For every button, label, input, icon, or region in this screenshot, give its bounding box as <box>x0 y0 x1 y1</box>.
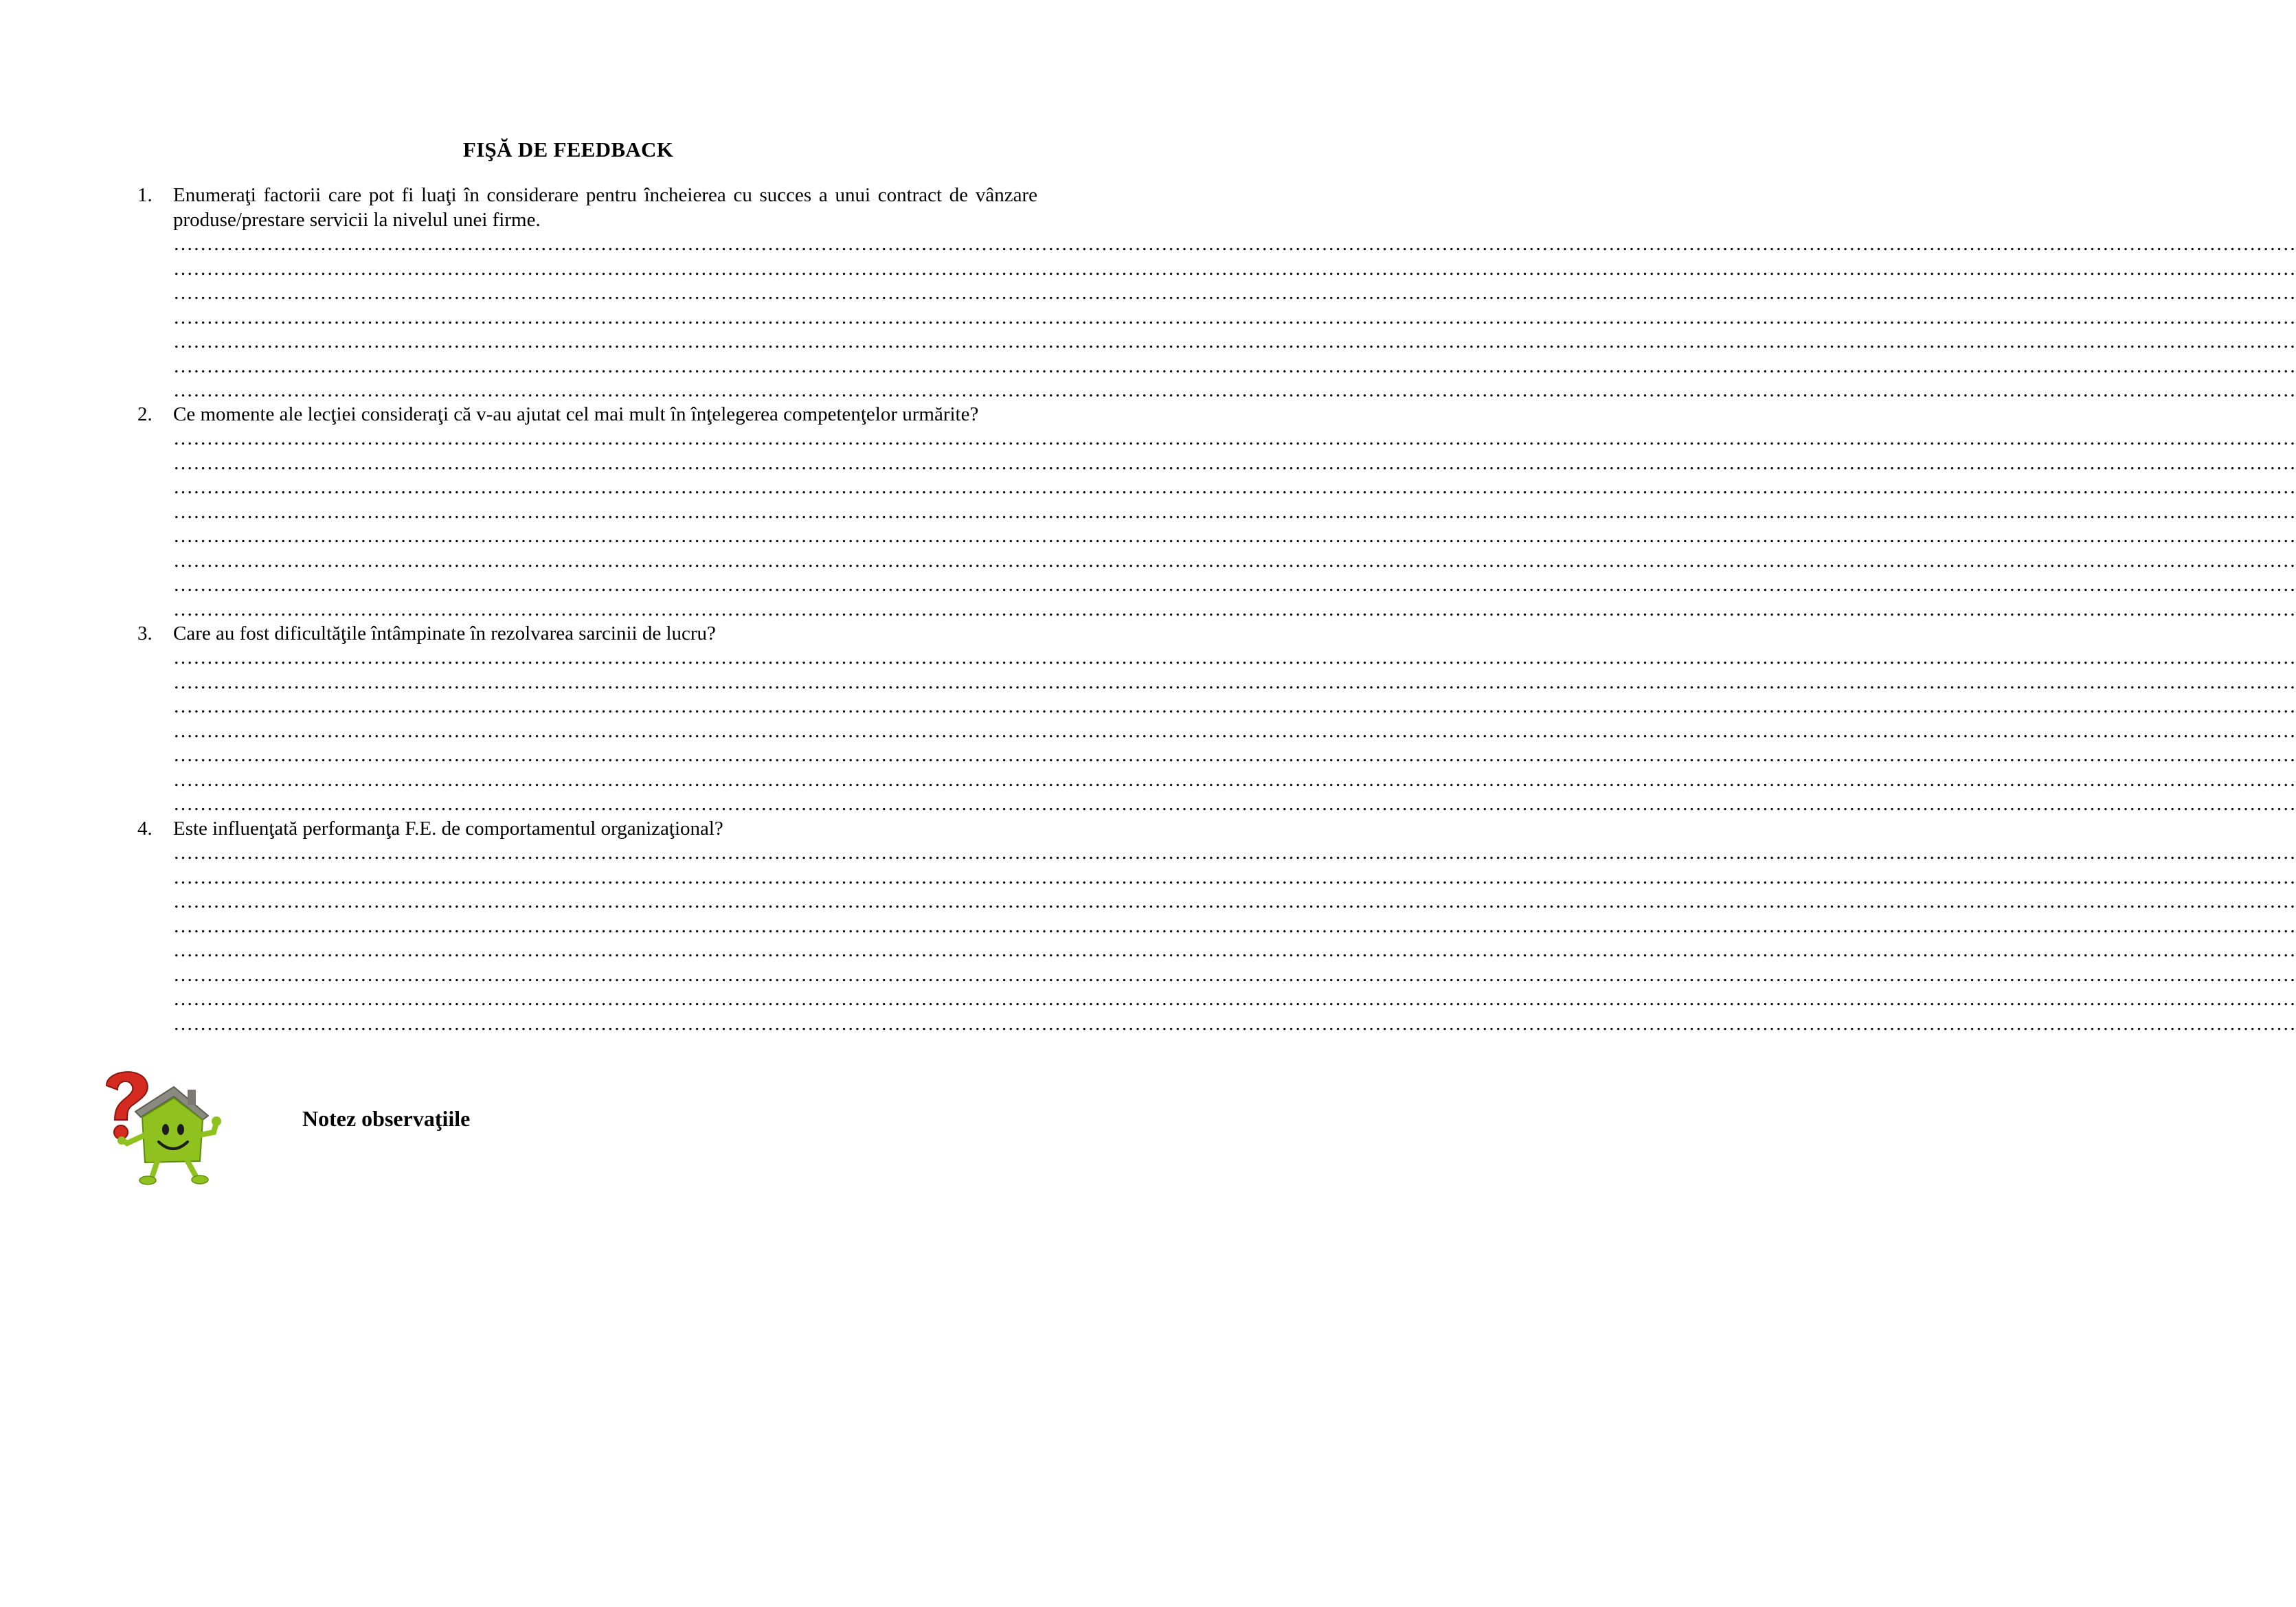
answer-line[interactable]: ………………………………………………………………………………………………………………………………………………………………………………………………………………………………………………………………………………………… <box>173 549 2296 572</box>
answer-line[interactable]: ………………………………………………………………………………………………………………………………………………………………………………………………………………………………………………………………………………………… <box>173 574 2296 596</box>
answer-lines[interactable] <box>173 232 2296 403</box>
question-text: Ce momente ale lecţiei consideraţi că v-au ajutat cel mai mult în înţelegerea competenţelor urmărite? <box>173 403 979 425</box>
answer-line[interactable]: ………………………………………………………………………………………………………………………………………………………………………………………………………………………………………………………………………………………… <box>173 500 2296 523</box>
question-3 <box>137 621 2296 817</box>
footer-label: Notez observaţiile <box>302 1106 471 1131</box>
answer-line[interactable]: ………………………………………………………………………………………………………………………………………………………………………………………………………………………………………………………………………………………… <box>173 768 2296 791</box>
answer-line[interactable]: ………………………………………………………………………………………………………………………………………………………………………………………………………………………………………………………………………………………… <box>173 963 2296 986</box>
question-number: 1. <box>137 184 153 206</box>
page-title: FIŞĂ DE FEEDBACK <box>462 137 674 161</box>
question-2 <box>137 402 2296 622</box>
question-1 <box>137 183 2296 403</box>
answer-line[interactable]: ………………………………………………………………………………………………………………………………………………………………………………………………………………………………………………………………………………………… <box>173 744 2296 766</box>
answer-line[interactable]: ………………………………………………………………………………………………………………………………………………………………………………………………………………………………………………………………………………………… <box>173 282 2296 304</box>
answer-line[interactable]: ………………………………………………………………………………………………………………………………………………………………………………………………………………………………………………………………………………………… <box>173 476 2296 498</box>
answer-line[interactable]: ………………………………………………………………………………………………………………………………………………………………………………………………………………………………………………………………………………………… <box>173 671 2296 693</box>
answer-line[interactable]: ………………………………………………………………………………………………………………………………………………………………………………………………………………………………………………………………………………………… <box>173 719 2296 742</box>
answer-line[interactable]: ………………………………………………………………………………………………………………………………………………………………………………………………………………………………………………………………………………………… <box>173 427 2296 449</box>
answer-line[interactable]: ………………………………………………………………………………………………………………………………………………………………………………………………………………………………………………………………………………………… <box>173 939 2296 961</box>
question-number: 3. <box>137 622 153 644</box>
answer-line[interactable]: ………………………………………………………………………………………………………………………………………………………………………………………………………………………………………………………………………………………… <box>173 525 2296 547</box>
question-4 <box>137 816 2296 1036</box>
answer-line[interactable]: ………………………………………………………………………………………………………………………………………………………………………………………………………………………………………………………………………………………… <box>173 890 2296 912</box>
answer-lines[interactable] <box>173 841 2296 1036</box>
question-text: Enumeraţi factorii care pot fi luaţi în considerare pentru încheierea cu succes a unui contract de vânzare produse/prestare servicii la nivelul unei firme. <box>173 184 1037 231</box>
answer-line[interactable]: ………………………………………………………………………………………………………………………………………………………………………………………………………………………………………………………………………………………… <box>173 1012 2296 1035</box>
answer-line[interactable]: ………………………………………………………………………………………………………………………………………………………………………………………………………………………………………………………………………………………… <box>173 647 2296 668</box>
answer-line[interactable]: ………………………………………………………………………………………………………………………………………………………………………………………………………………………………………………………………………………………… <box>173 379 2296 401</box>
answer-line[interactable]: ………………………………………………………………………………………………………………………………………………………………………………………………………………………………………………………………………………………… <box>173 988 2296 1010</box>
answer-line[interactable]: ………………………………………………………………………………………………………………………………………………………………………………………………………………………………………………………………………………………… <box>173 793 2296 815</box>
answer-line[interactable]: ………………………………………………………………………………………………………………………………………………………………………………………………………………………………………………………………………………………… <box>173 233 2296 255</box>
answer-line[interactable]: ………………………………………………………………………………………………………………………………………………………………………………………………………………………………………………………………………………………… <box>173 355 2296 377</box>
answer-line[interactable]: ………………………………………………………………………………………………………………………………………………………………………………………………………………………………………………………………………………………… <box>173 330 2296 352</box>
answer-lines[interactable] <box>173 646 2296 817</box>
answer-line[interactable]: ………………………………………………………………………………………………………………………………………………………………………………………………………………………………………………………………………………………… <box>173 451 2296 474</box>
question-text: Este influenţată performanţa F.E. de comportamentul organizaţional? <box>173 818 723 840</box>
question-text: Care au fost dificultăţile întâmpinate în rezolvarea sarcinii de lucru? <box>173 622 716 644</box>
answer-line[interactable]: ………………………………………………………………………………………………………………………………………………………………………………………………………………………………………………………………………………………… <box>173 598 2296 620</box>
answer-line[interactable]: ………………………………………………………………………………………………………………………………………………………………………………………………………………………………………………………………………………………… <box>173 257 2296 280</box>
answer-line[interactable]: ………………………………………………………………………………………………………………………………………………………………………………………………………………………………………………………………………………………… <box>173 306 2296 328</box>
answer-line[interactable]: ………………………………………………………………………………………………………………………………………………………………………………………………………………………………………………………………………………………… <box>173 914 2296 937</box>
question-number: 2. <box>137 403 153 425</box>
answer-lines[interactable] <box>173 427 2296 622</box>
house-question-mark-icon <box>100 1066 223 1187</box>
answer-line[interactable]: ………………………………………………………………………………………………………………………………………………………………………………………………………………………………………………………………………………………… <box>173 866 2296 888</box>
question-number: 4. <box>137 818 153 840</box>
answer-line[interactable]: ………………………………………………………………………………………………………………………………………………………………………………………………………………………………………………………………………………………… <box>173 695 2296 717</box>
answer-line[interactable]: ………………………………………………………………………………………………………………………………………………………………………………………………………………………………………………………………………………………… <box>173 842 2296 864</box>
